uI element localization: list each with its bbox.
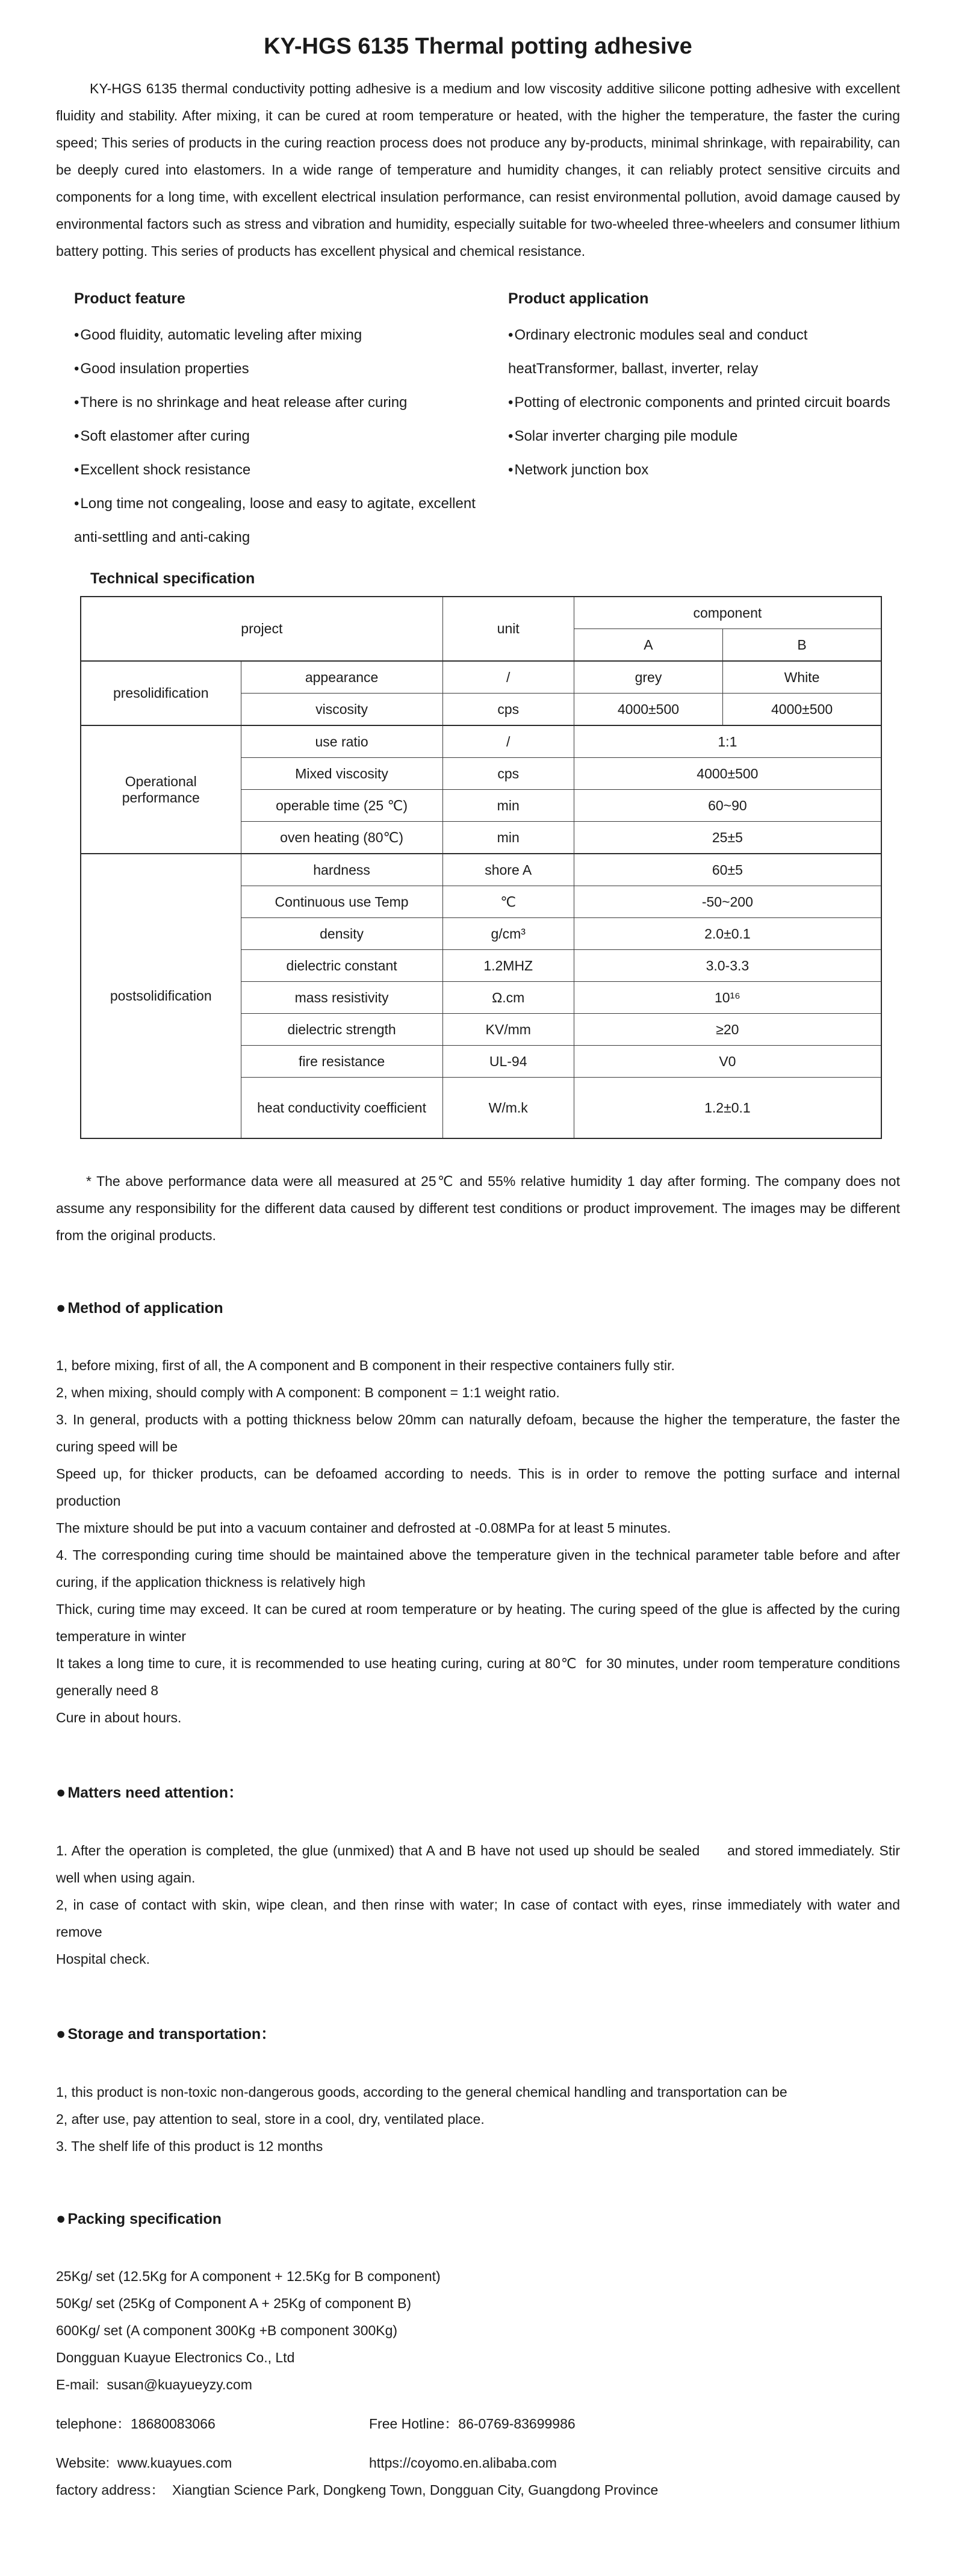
bullet-icon: • [508,327,514,343]
method-paragraph: Cure in about hours. [56,1710,182,1725]
cell-unit: 1.2MHZ [442,950,574,982]
cell-property: appearance [241,661,442,694]
email-line: E-mail: susan@kuayueyzy.com [56,2377,252,2392]
application-item-text: Solar inverter charging pile module [514,428,738,444]
header-cell-component-a: A [574,629,722,662]
packing-heading [56,2209,900,2228]
cell-unit: cps [442,694,574,726]
bullet-icon: • [74,462,79,478]
storage-paragraph: 3. The shelf life of this product is 12 months [56,2138,323,2154]
method-paragraph: Speed up, for thicker products, can be defoamed according to needs. This is in order to remove the potting surface and internal production [56,1466,904,1509]
cell-unit: KV/mm [442,1014,574,1046]
attention-paragraph: Hospital check. [56,1951,150,1967]
list-item [74,318,482,352]
header-cell-component: component [574,597,881,629]
cell-unit: g/cm³ [442,918,574,950]
product-feature-column [56,290,503,554]
cell-value-a: grey [574,661,722,694]
method-heading [56,1299,900,1317]
bullet-icon: • [74,428,79,444]
product-application-column [503,290,900,554]
method-paragraph: The mixture should be put into a vacuum container and defrosted at -0.08MPa for at least 5 minutes. [56,1520,671,1536]
method-paragraph: 2, when mixing, should comply with A component: B component = 1:1 weight ratio. [56,1385,560,1400]
section-packing-specification [56,2209,900,2344]
cell-value-a: 4000±500 [574,694,722,726]
attention-heading-text: Matters need attention： [67,1784,244,1801]
technical-specification-table [80,596,882,1139]
list-item [74,352,482,386]
cell-unit: shore A [442,854,574,886]
packing-item: 25Kg/ set (12.5Kg for A component + 12.5Kg for B component) [56,2268,441,2284]
cell-property: viscosity [241,694,442,726]
bullet-icon: ● [56,2209,66,2227]
cell-unit: W/m.k [442,1078,574,1139]
cell-value: 3.0-3.3 [574,950,881,982]
cell-property: operable time (25 ℃) [241,790,442,822]
attention-paragraph: 2, in case of contact with skin, wipe clean, and then rinse with water; In case of contact with eyes, rinse immediately with water and remove [56,1897,904,1940]
feature-application-columns [56,290,900,554]
cell-property: heat conductivity coefficient [241,1078,442,1139]
cell-value: 4000±500 [574,758,881,790]
table-header-row [81,597,881,629]
cell-value: 1.2±0.1 [574,1078,881,1139]
bullet-icon: • [74,495,79,512]
telephone-number: telephone：18680083066 [56,2416,216,2432]
storage-heading-text: Storage and transportation： [67,2026,276,2043]
cell-value-b: White [723,661,881,694]
table-row-appearance [81,661,881,694]
bullet-icon: ● [56,1299,66,1317]
method-paragraph: 1, before mixing, first of all, the A component and B component in their respective containers fully stir. [56,1358,675,1373]
cell-property: hardness [241,854,442,886]
company-name: Dongguan Kuayue Electronics Co., Ltd [56,2350,295,2365]
cell-property: density [241,918,442,950]
cell-value: 1:1 [574,725,881,758]
bullet-icon: • [74,327,79,343]
disclaimer-note: * The above performance data were all measured at 25℃ and 55% relative humidity 1 day after forming. The company does not assume any responsibility for the different data caused by different test conditions or product improvement. The images may be different from the original products. [56,1173,900,1243]
cell-unit: cps [442,758,574,790]
cell-property: Continuous use Temp [241,886,442,918]
cell-value: 60~90 [574,790,881,822]
product-feature-heading: Product feature [74,290,185,307]
method-paragraph: 3. In general, products with a potting thickness below 20mm can naturally defoam, because the higher the temperature, the faster the curing speed will be [56,1412,904,1454]
bullet-icon: • [74,394,79,411]
list-item [508,386,900,420]
website-line [56,2450,900,2477]
feature-item-text: Excellent shock resistance [80,462,251,478]
storage-heading [56,2022,900,2044]
method-paragraph: It takes a long time to cure, it is recommended to use heating curing, curing at 80℃ for 30 minutes, under room temperature conditions generally need 8 [56,1656,904,1698]
bullet-icon: • [508,394,514,411]
cell-unit: UL-94 [442,1046,574,1078]
product-feature-list [74,318,482,554]
cell-property: Mixed viscosity [241,758,442,790]
list-item [74,487,482,554]
list-item [74,386,482,420]
bullet-icon: ● [56,1783,66,1801]
cell-unit: Ω.cm [442,982,574,1014]
feature-item-text: There is no shrinkage and heat release after curing [80,394,408,411]
telephone-line [56,2410,900,2438]
section-storage-and-transportation [56,2022,900,2160]
section-method-of-application [56,1299,904,1731]
section-matters-need-attention [56,1781,904,1973]
cell-unit: ℃ [442,886,574,918]
method-paragraph: 4. The corresponding curing time should be maintained above the temperature given in the technical parameter table before and after curing, if the application thickness is relatively high [56,1547,904,1590]
list-item [74,453,482,487]
list-item [508,420,900,453]
packing-heading-text: Packing specification [67,2211,222,2227]
list-item [74,420,482,453]
feature-item-text: Soft elastomer after curing [80,428,250,444]
header-cell-unit: unit [442,597,574,661]
bullet-icon: • [508,428,514,444]
product-application-list [508,318,900,487]
cell-unit: min [442,790,574,822]
group-cell-presolidification: presolidification [81,661,241,725]
cell-unit: / [442,725,574,758]
free-hotline-number: Free Hotline：86-0769-83699986 [369,2416,576,2432]
bullet-icon: • [74,361,79,377]
group-cell-operational-performance: Operational performance [81,725,241,854]
feature-item-text: Good fluidity, automatic leveling after mixing [80,327,362,343]
application-item-text: Network junction box [514,462,649,478]
cell-property: dielectric constant [241,950,442,982]
table-row-hardness [81,854,881,886]
cell-value: V0 [574,1046,881,1078]
feature-item-text: Good insulation properties [80,361,249,377]
cell-value: 2.0±0.1 [574,918,881,950]
table-row-use-ratio [81,725,881,758]
intro-paragraph: KY-HGS 6135 thermal conductivity potting adhesive is a medium and low viscosity additive silicone potting adhesive with excellent fluidity and stability. After mixing, it can be cured at room temperature or heated, with the higher the temperature, the faster the curing speed; This series of products in the curing reaction process does not produce any by-products, minimal shrinkage, with repairability, can be deeply cured into elastomers. In a wide range of temperature and humidity changes, it can reliably protect sensitive circuits and components for a long time, with excellent electrical insulation performance, can resist environmental pollution, avoid damage caused by environmental factors such as stress and vibration and humidity, especially suitable for two-wheeled three-wheelers and consumer lithium battery potting. This series of products has excellent physical and chemical resistance. [56,81,900,259]
application-item-text: Potting of electronic components and printed circuit boards [514,394,890,411]
cell-property: oven heating (80℃) [241,822,442,854]
website-url: Website: www.kuayues.com [56,2455,232,2471]
bullet-icon: ● [56,2025,66,2043]
cell-property: dielectric strength [241,1014,442,1046]
page-title: KY-HGS 6135 Thermal potting adhesive [264,34,692,59]
technical-specification-heading: Technical specification [90,570,255,587]
cell-value: ≥20 [574,1014,881,1046]
cell-property: fire resistance [241,1046,442,1078]
application-item-text: Ordinary electronic modules seal and conduct heatTransformer, ballast, inverter, relay [508,327,808,377]
alibaba-url: https://coyomo.en.alibaba.com [369,2455,557,2471]
method-heading-text: Method of application [67,1300,223,1317]
header-cell-project: project [81,597,442,661]
cell-value: -50~200 [574,886,881,918]
cell-unit: min [442,822,574,854]
bullet-icon: • [508,462,514,478]
factory-address: factory address： Xiangtian Science Park, Dongkeng Town, Dongguan City, Guangdong Province [56,2482,659,2498]
group-cell-postsolidification: postsolidification [81,854,241,1138]
header-cell-component-b: B [723,629,881,662]
cell-value: 60±5 [574,854,881,886]
cell-property: mass resistivity [241,982,442,1014]
list-item [508,453,900,487]
packing-item: 50Kg/ set (25Kg of Component A + 25Kg of component B) [56,2295,412,2311]
storage-paragraph: 2, after use, pay attention to seal, store in a cool, dry, ventilated place. [56,2111,485,2127]
contact-block [56,2344,900,2504]
attention-paragraph: 1. After the operation is completed, the glue (unmixed) that A and B have not used up should be sealed and stored immediately. Stir well when using again. [56,1843,904,1885]
cell-unit: / [442,661,574,694]
feature-item-text: Long time not congealing, loose and easy to agitate, excellent anti-settling and anti-caking [74,495,476,545]
product-application-heading: Product application [508,290,649,307]
cell-value-b: 4000±500 [723,694,881,726]
cell-property: use ratio [241,725,442,758]
attention-heading [56,1781,900,1802]
cell-value: 25±5 [574,822,881,854]
packing-item: 600Kg/ set (A component 300Kg +B component 300Kg) [56,2323,398,2338]
list-item [508,318,900,386]
method-paragraph: Thick, curing time may exceed. It can be cured at room temperature or by heating. The curing speed of the glue is affected by the curing temperature in winter [56,1601,904,1644]
storage-paragraph: 1, this product is non-toxic non-dangerous goods, according to the general chemical handling and transportation can be [56,2084,787,2100]
cell-value: 10¹⁶ [574,982,881,1014]
